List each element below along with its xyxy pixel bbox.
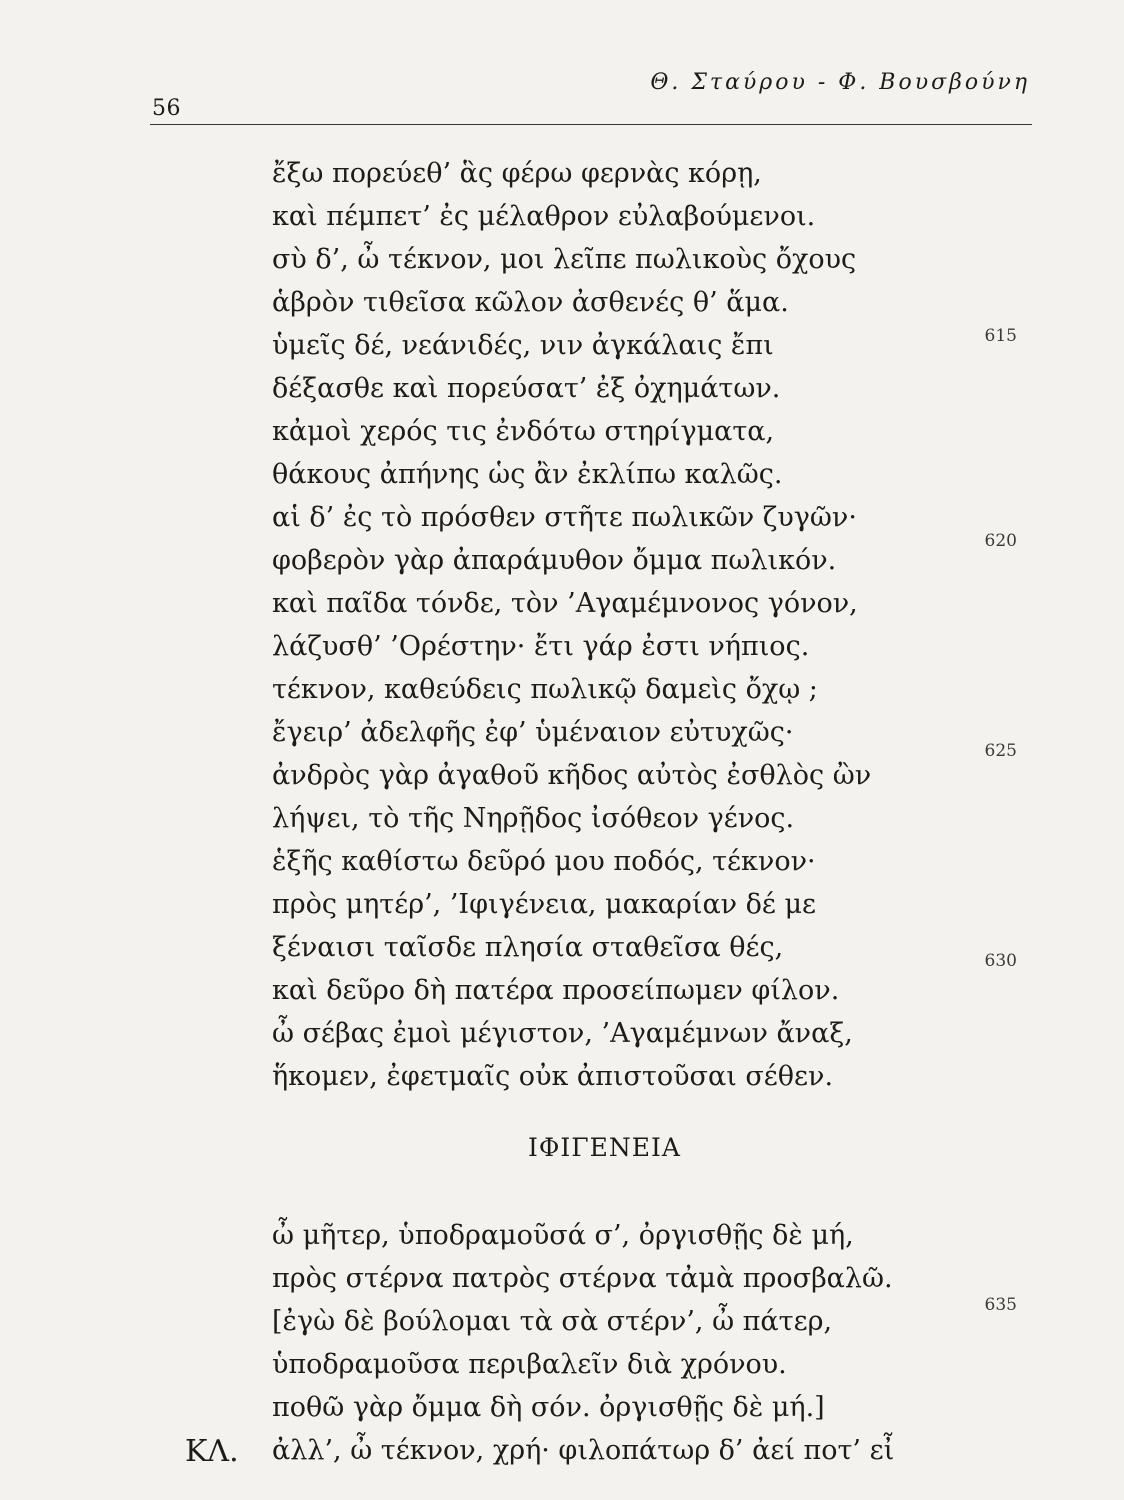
verse-line: πρὸς στέρνα πατρὸς στέρνα τἀμὰ προσβαλῶ.: [272, 1263, 893, 1294]
speaker-heading: ΙΦΙΓΕΝΕΙΑ: [528, 1133, 681, 1162]
verse-line: σὺ δ’, ὦ τέκνον, μοι λεῖπε πωλικοὺς ὄχους: [272, 244, 857, 275]
verse-line: ὑποδραμοῦσα περιβαλεῖν διὰ χρόνου.: [272, 1349, 787, 1380]
line-number: 635: [984, 1295, 1017, 1315]
line-number: 615: [984, 326, 1017, 346]
line-number: 620: [984, 531, 1017, 551]
speaker-label: ΚΛ.: [185, 1434, 239, 1469]
line-number: 630: [984, 951, 1017, 971]
verse-line: λήψει, τὸ τῆς Νηρῇδος ἰσόθεον γένος.: [272, 803, 795, 834]
verse-line: ξέναισι ταῖσδε πλησία σταθεῖσα θές,: [272, 932, 784, 963]
verse-line: πρὸς μητέρ’, ’Ιφιγένεια, μακαρίαν δέ με: [272, 889, 817, 920]
verse-line: θάκους ἀπήνης ὡς ἂν ἐκλίπω καλῶς.: [272, 459, 783, 490]
verse-line: ποθῶ γὰρ ὄμμα δὴ σόν. ὀργισθῇς δὲ μή.]: [272, 1392, 825, 1423]
running-header-title: Θ. Σταύρου - Φ. Βουσβούνη: [650, 70, 1030, 95]
verse-line: ἔξω πορεύεθ’ ἃς φέρω φερνὰς κόρῃ,: [272, 158, 762, 189]
verse-line: ἁβρὸν τιθεῖσα κῶλον ἀσθενές θ’ ἅμα.: [272, 287, 789, 318]
verse-line: ὦ σέβας ἐμοὶ μέγιστον, ’Αγαμέμνων ἄναξ,: [272, 1018, 853, 1049]
header-rule: [150, 124, 1032, 125]
verse-line: καὶ πέμπετ’ ἐς μέλαθρον εὐλαβούμενοι.: [272, 201, 816, 232]
verse-line: καὶ δεῦρο δὴ πατέρα προσείπωμεν φίλον.: [272, 975, 840, 1006]
verse-line: κἀμοὶ χερός τις ἐνδότω στηρίγματα,: [272, 416, 775, 447]
verse-line: αἱ δ’ ἐς τὸ πρόσθεν στῆτε πωλικῶν ζυγῶν·: [272, 502, 857, 533]
verse-line: [ἐγὼ δὲ βούλομαι τὰ σὰ στέρν’, ὦ πάτερ,: [272, 1306, 833, 1337]
verse-line: ἑξῆς καθίστω δεῦρό μου ποδός, τέκνον·: [272, 846, 816, 877]
verse-line: ἀνδρὸς γὰρ ἀγαθοῦ κῆδος αὐτὸς ἐσθλὸς ὢν: [272, 760, 872, 791]
verse-line: καὶ παῖδα τόνδε, τὸν ’Αγαμέμνονος γόνον,: [272, 588, 858, 619]
verse-line: ἀλλ’, ὦ τέκνον, χρή· φιλοπάτωρ δ’ ἀεί ποτ’ εἶ: [272, 1435, 895, 1466]
verse-line: φοβερὸν γὰρ ἀπαράμυθον ὄμμα πωλικόν.: [272, 545, 837, 576]
verse-line: ὦ μῆτερ, ὑποδραμοῦσά σ’, ὀργισθῇς δὲ μή,: [272, 1220, 854, 1251]
verse-line: ἥκομεν, ἐφετμαῖς οὐκ ἀπιστοῦσαι σέθεν.: [272, 1061, 834, 1092]
page-number: 56: [152, 96, 181, 121]
verse-line: λάζυσθ’ ’Ορέστην· ἔτι γάρ ἐστι νήπιος.: [272, 631, 810, 662]
verse-line: ἔγειρ’ ἀδελφῆς ἐφ’ ὑμέναιον εὐτυχῶς·: [272, 717, 794, 748]
verse-line: δέξασθε καὶ πορεύσατ’ ἐξ ὀχημάτων.: [272, 373, 781, 404]
verse-line: τέκνον, καθεύδεις πωλικῷ δαμεὶς ὄχῳ ;: [272, 674, 818, 705]
verse-line: ὑμεῖς δέ, νεάνιδές, νιν ἀγκάλαις ἔπι: [272, 330, 774, 361]
line-number: 625: [984, 741, 1017, 761]
